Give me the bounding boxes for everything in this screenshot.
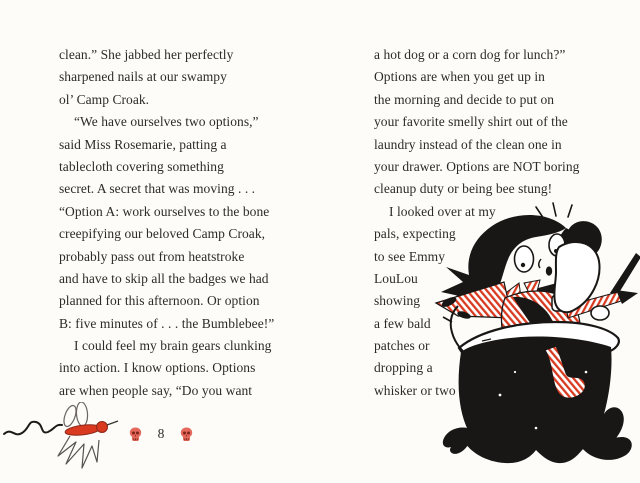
text-line: “We have ourselves two options,” xyxy=(74,114,259,130)
text-line: LouLou xyxy=(374,270,418,286)
text-line: planned for this afternoon. Or option xyxy=(59,293,260,309)
skull-icon xyxy=(129,427,142,442)
text-line: sharpened nails at our swampy xyxy=(59,69,227,85)
left-text-column xyxy=(59,44,319,402)
text-line: creepifying our beloved Camp Croak, xyxy=(59,226,266,242)
mosquito-doodle-illustration xyxy=(2,402,122,482)
text-line: to see Emmy xyxy=(374,248,446,264)
text-line: tablecloth covering something xyxy=(59,158,224,174)
text-line: patches or xyxy=(374,338,430,354)
page-number: 8 xyxy=(157,426,165,441)
text-line: ol’ Camp Croak. xyxy=(59,91,150,107)
page-footer xyxy=(129,426,193,442)
text-line: into action. I know options. Options xyxy=(59,360,256,376)
text-line: and have to skip all the badges we had xyxy=(59,270,269,286)
text-line: clean.” She jabbed her perfectly xyxy=(59,47,234,62)
text-line: “Option A: work ourselves to the bone xyxy=(59,203,270,219)
text-line: pals, expecting xyxy=(374,226,456,242)
text-line: laundry instead of the clean one in xyxy=(374,136,562,152)
text-line: whisker or two xyxy=(374,382,456,398)
text-line: dropping a xyxy=(374,360,433,376)
text-line: cleanup duty or being bee stung! xyxy=(374,181,553,197)
text-line: I looked over at my xyxy=(389,203,496,219)
stump-girl-illustration xyxy=(425,200,640,483)
text-line: said Miss Rosemarie, patting a xyxy=(59,136,227,152)
text-line: probably pass out from heatstroke xyxy=(59,248,245,264)
text-line: secret. A secret that was moving . . . xyxy=(59,181,256,197)
text-line: your drawer. Options are NOT boring xyxy=(374,158,580,174)
text-line: a hot dog or a corn dog for lunch?” xyxy=(374,47,566,62)
text-line: B: five minutes of . . . the Bumblebee!” xyxy=(59,315,275,331)
text-line: your favorite smelly shirt out of the xyxy=(374,114,568,130)
text-line: are when people say, “Do you want xyxy=(59,382,253,398)
text-line: the morning and decide to put on xyxy=(374,91,555,107)
skull-icon xyxy=(180,427,193,442)
text-line: I could feel my brain gears clunking xyxy=(74,338,272,354)
text-line: Options are when you get up in xyxy=(374,69,545,85)
text-line: a few bald xyxy=(374,315,431,331)
text-line: showing xyxy=(374,293,421,309)
